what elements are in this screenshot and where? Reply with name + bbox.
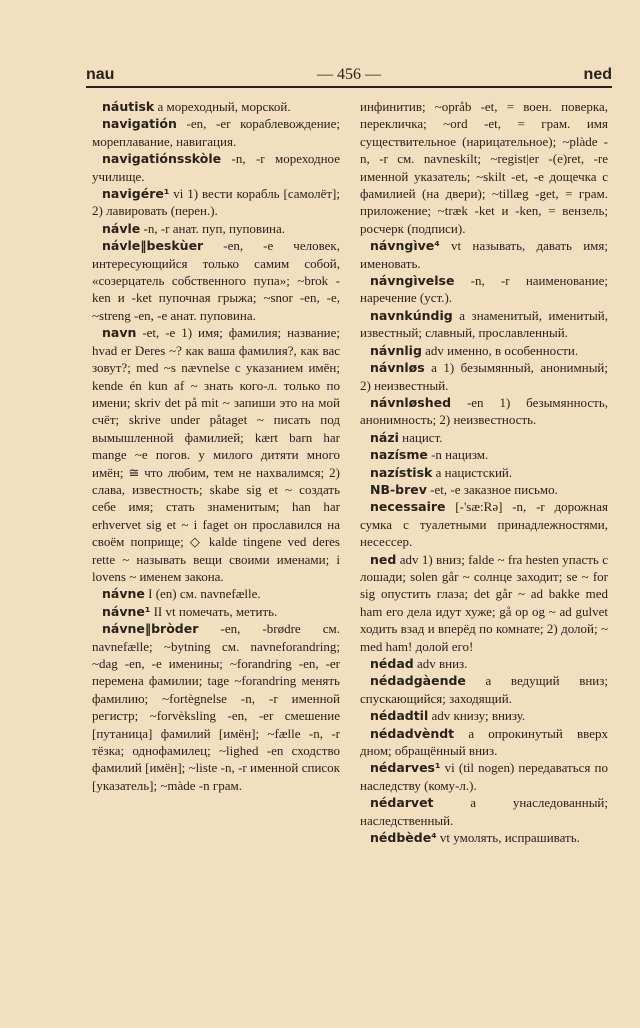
entry-definition: a знаменитый, именитый, известный; славный, прославленный. xyxy=(360,307,608,341)
dictionary-entry xyxy=(92,150,340,185)
dictionary-entry xyxy=(360,98,608,237)
entry-headword: necessaire xyxy=(370,499,446,515)
entry-definition: -et, -e заказное письмо. xyxy=(426,481,558,497)
entry-headword: návne¹ xyxy=(102,603,151,619)
entry-definition: vt умолять, испрашивать. xyxy=(436,830,580,846)
entry-headword: navn xyxy=(102,325,137,341)
dictionary-entry xyxy=(360,446,608,463)
dictionary-entry xyxy=(92,98,340,115)
entry-definition: adv 1) вниз; falde ~ fra hesten упасть с лошади; solen går ~ солнце заходит; se ~ for sig опустить глаза; det går ~ ad bakke med ham его дела идут хуже; gå op og ~ ad gulvet ходить взад и вперёд по комнате; 2) долой; ~ med ham! долой его! xyxy=(360,551,608,654)
entry-headword: návle‖beskùer xyxy=(102,238,204,254)
entry-headword: návnløs xyxy=(370,360,425,376)
entry-headword: návne‖bròder xyxy=(102,621,199,637)
entry-definition: vi 1) вести корабль [самолёт]; 2) лавировать (перен.). xyxy=(92,186,340,219)
dictionary-entry xyxy=(92,620,340,794)
left-column xyxy=(92,98,340,794)
entry-definition: vt называть, давать имя; именовать. xyxy=(360,238,608,271)
entry-headword: názi xyxy=(370,429,399,445)
entry-definition: нацист. xyxy=(398,429,443,445)
entry-definition: a опрокинутый вверх дном; обращённый вниз. xyxy=(360,725,608,759)
entry-headword: navigére¹ xyxy=(102,186,170,202)
entry-definition: -en, -e человек, интересующийся только самим собой, «созерцатель собственного пупа»; ~brok -ken и -ket пупочная грыжа; ~snor -en, -e, ~streng -en, -e анат. пуповина. xyxy=(92,238,340,323)
entry-definition: a унаследованный; наследственный. xyxy=(360,795,608,828)
dictionary-entry xyxy=(360,672,608,707)
dictionary-entry xyxy=(360,481,608,498)
entry-definition: a ведущий вниз; спускающийся; заходящий. xyxy=(360,673,608,706)
entry-headword: návngìvelse xyxy=(370,273,455,289)
entry-definition: adv книзу; внизу. xyxy=(428,708,526,724)
entry-headword: návne xyxy=(102,586,145,602)
header-left-guide-word: nau xyxy=(86,66,115,83)
dictionary-entry xyxy=(360,759,608,794)
entry-definition: -et, -e 1) имя; фамилия; название; hvad er Deres ~? как ваша фамилия?, как вас зовут?; med ~s nævnelse с указанием имён; kende én kun af ~ знать кого-л. только по имени; skriv det på mit ~ запиши это на мой счёт; skrive under påtaget ~ писать под вымышленной фамилией; kært barn har mange ~e погов. у милого дитяти много имён; ≅ что любим, тем не нахвалимся; 2) слава, известность; skabe sig et ~ создать себе имя; стать знаменитым; han har erhvervet sig et ~ i faget он прославился на своём поприще; ◇ kalde tingene ved deres rette ~ называть вещи своими именами; i lovens ~ именем закона. xyxy=(92,325,340,584)
page-number: — 456 — xyxy=(317,66,381,83)
dictionary-entry xyxy=(360,359,608,394)
entry-definition: -en, -er кораблевождение; мореплавание, навигация. xyxy=(92,116,340,149)
entry-definition: adv вниз. xyxy=(413,656,468,671)
dictionary-entry xyxy=(360,342,608,359)
entry-headword: navnkúndig xyxy=(370,307,453,323)
entry-headword: nédadvèndt xyxy=(370,725,455,741)
entry-definition: adv именно, в особенности. xyxy=(421,342,579,358)
entry-definition: -n, -r анат. пуп, пуповина. xyxy=(140,220,286,236)
dictionary-entry xyxy=(360,429,608,446)
entry-definition: I (en) см. navnefælle. xyxy=(144,586,261,602)
dictionary-entry xyxy=(92,585,340,602)
entry-headword: náutisk xyxy=(102,99,155,114)
dictionary-entry xyxy=(360,394,608,429)
header-rule xyxy=(86,86,612,88)
entry-headword: návnlig xyxy=(370,342,422,358)
dictionary-entry xyxy=(360,829,608,846)
dictionary-entry xyxy=(360,655,608,672)
dictionary-entry xyxy=(92,185,340,220)
entry-definition: [-'sæ:Rə] -n, -r дорожная сумка с туалетными принадлежностями, несессер. xyxy=(360,499,608,550)
entry-headword: nédad xyxy=(370,656,414,671)
entry-headword: návle xyxy=(102,220,141,236)
entry-headword: nédadtil xyxy=(370,708,429,724)
dictionary-entry xyxy=(360,725,608,760)
dictionary-entry xyxy=(360,794,608,829)
entry-headword: nazístisk xyxy=(370,464,433,480)
entry-headword: návnløshed xyxy=(370,394,452,410)
dictionary-entry xyxy=(92,603,340,620)
entry-definition: a 1) безымянный, анонимный; 2) неизвестный. xyxy=(360,360,608,393)
entry-headword: nédbède⁴ xyxy=(370,830,437,846)
entry-definition: -en 1) безымянность, анонимность; 2) неизвестность. xyxy=(360,394,608,428)
entry-headword: navigatiónsskòle xyxy=(102,151,222,167)
dictionary-entry xyxy=(360,551,608,655)
dictionary-entry xyxy=(360,272,608,307)
entry-definition: -n, -r мореходное училище. xyxy=(92,151,340,184)
dictionary-entry xyxy=(92,220,340,237)
entry-definition: a мореходный, морской. xyxy=(154,99,291,114)
entry-definition: -n, -r наименование; наречение (уст.). xyxy=(360,273,608,306)
entry-definition: a нацистский. xyxy=(432,464,513,480)
dictionary-entry xyxy=(92,237,340,324)
dictionary-entry xyxy=(360,464,608,481)
dictionary-entry xyxy=(92,324,340,585)
page-header xyxy=(86,66,612,86)
entry-definition: -n нацизм. xyxy=(427,447,489,463)
dictionary-entry xyxy=(360,498,608,550)
entry-headword: nédarves¹ xyxy=(370,760,441,776)
header-right-guide-word: ned xyxy=(583,66,612,83)
entry-headword: navigatión xyxy=(102,116,177,132)
entry-definition: инфинитив; ~opråb -et, = воен. поверка, перекличка; ~ord -et, = грам. имя существительное (нарицательное); ~plàde -n, -r см. navneskilt; ~regist|er -(e)ret, -re именной указатель; ~skilt -et, -e дощечка с фамилией (на двери); ~tillæg -get, = грам. приложение; ~træk -ket и -ken, = вензель; росчерк (подписи). xyxy=(360,99,608,236)
entry-headword: nédarvet xyxy=(370,795,434,811)
right-column xyxy=(360,98,608,846)
entry-headword: návngìve⁴ xyxy=(370,238,440,254)
entry-headword: nédadgàende xyxy=(370,673,466,689)
entry-headword: NB-brev xyxy=(370,481,427,497)
dictionary-entry xyxy=(360,707,608,724)
dictionary-entry xyxy=(360,237,608,272)
entry-definition: II vt помечать, метить. xyxy=(150,603,278,619)
dictionary-entry xyxy=(360,307,608,342)
entry-definition: -en, -brødre см. navnefælle; ~bytning см. navneforandring; ~dag -en, -e именины; ~forandring -en, -er перемена фамилии; tage ~forandring менять фамилию; ~fortègnelse -n, -r именной регистр; ~forvèksling -en, -er смешение [путаница] фамилий [имён]; ~fælle -n, -r тёзка; однофамилец; ~lighed -en сходство фамилий [имён]; ~liste -n, -r именной список [указатель]; ~màde -n грам. xyxy=(92,621,340,793)
dictionary-entry xyxy=(92,115,340,150)
entry-headword: ned xyxy=(370,551,397,567)
entry-definition: vi (til nogen) передаваться по наследству (кому-л.). xyxy=(360,760,608,793)
entry-headword: nazísme xyxy=(370,447,428,463)
